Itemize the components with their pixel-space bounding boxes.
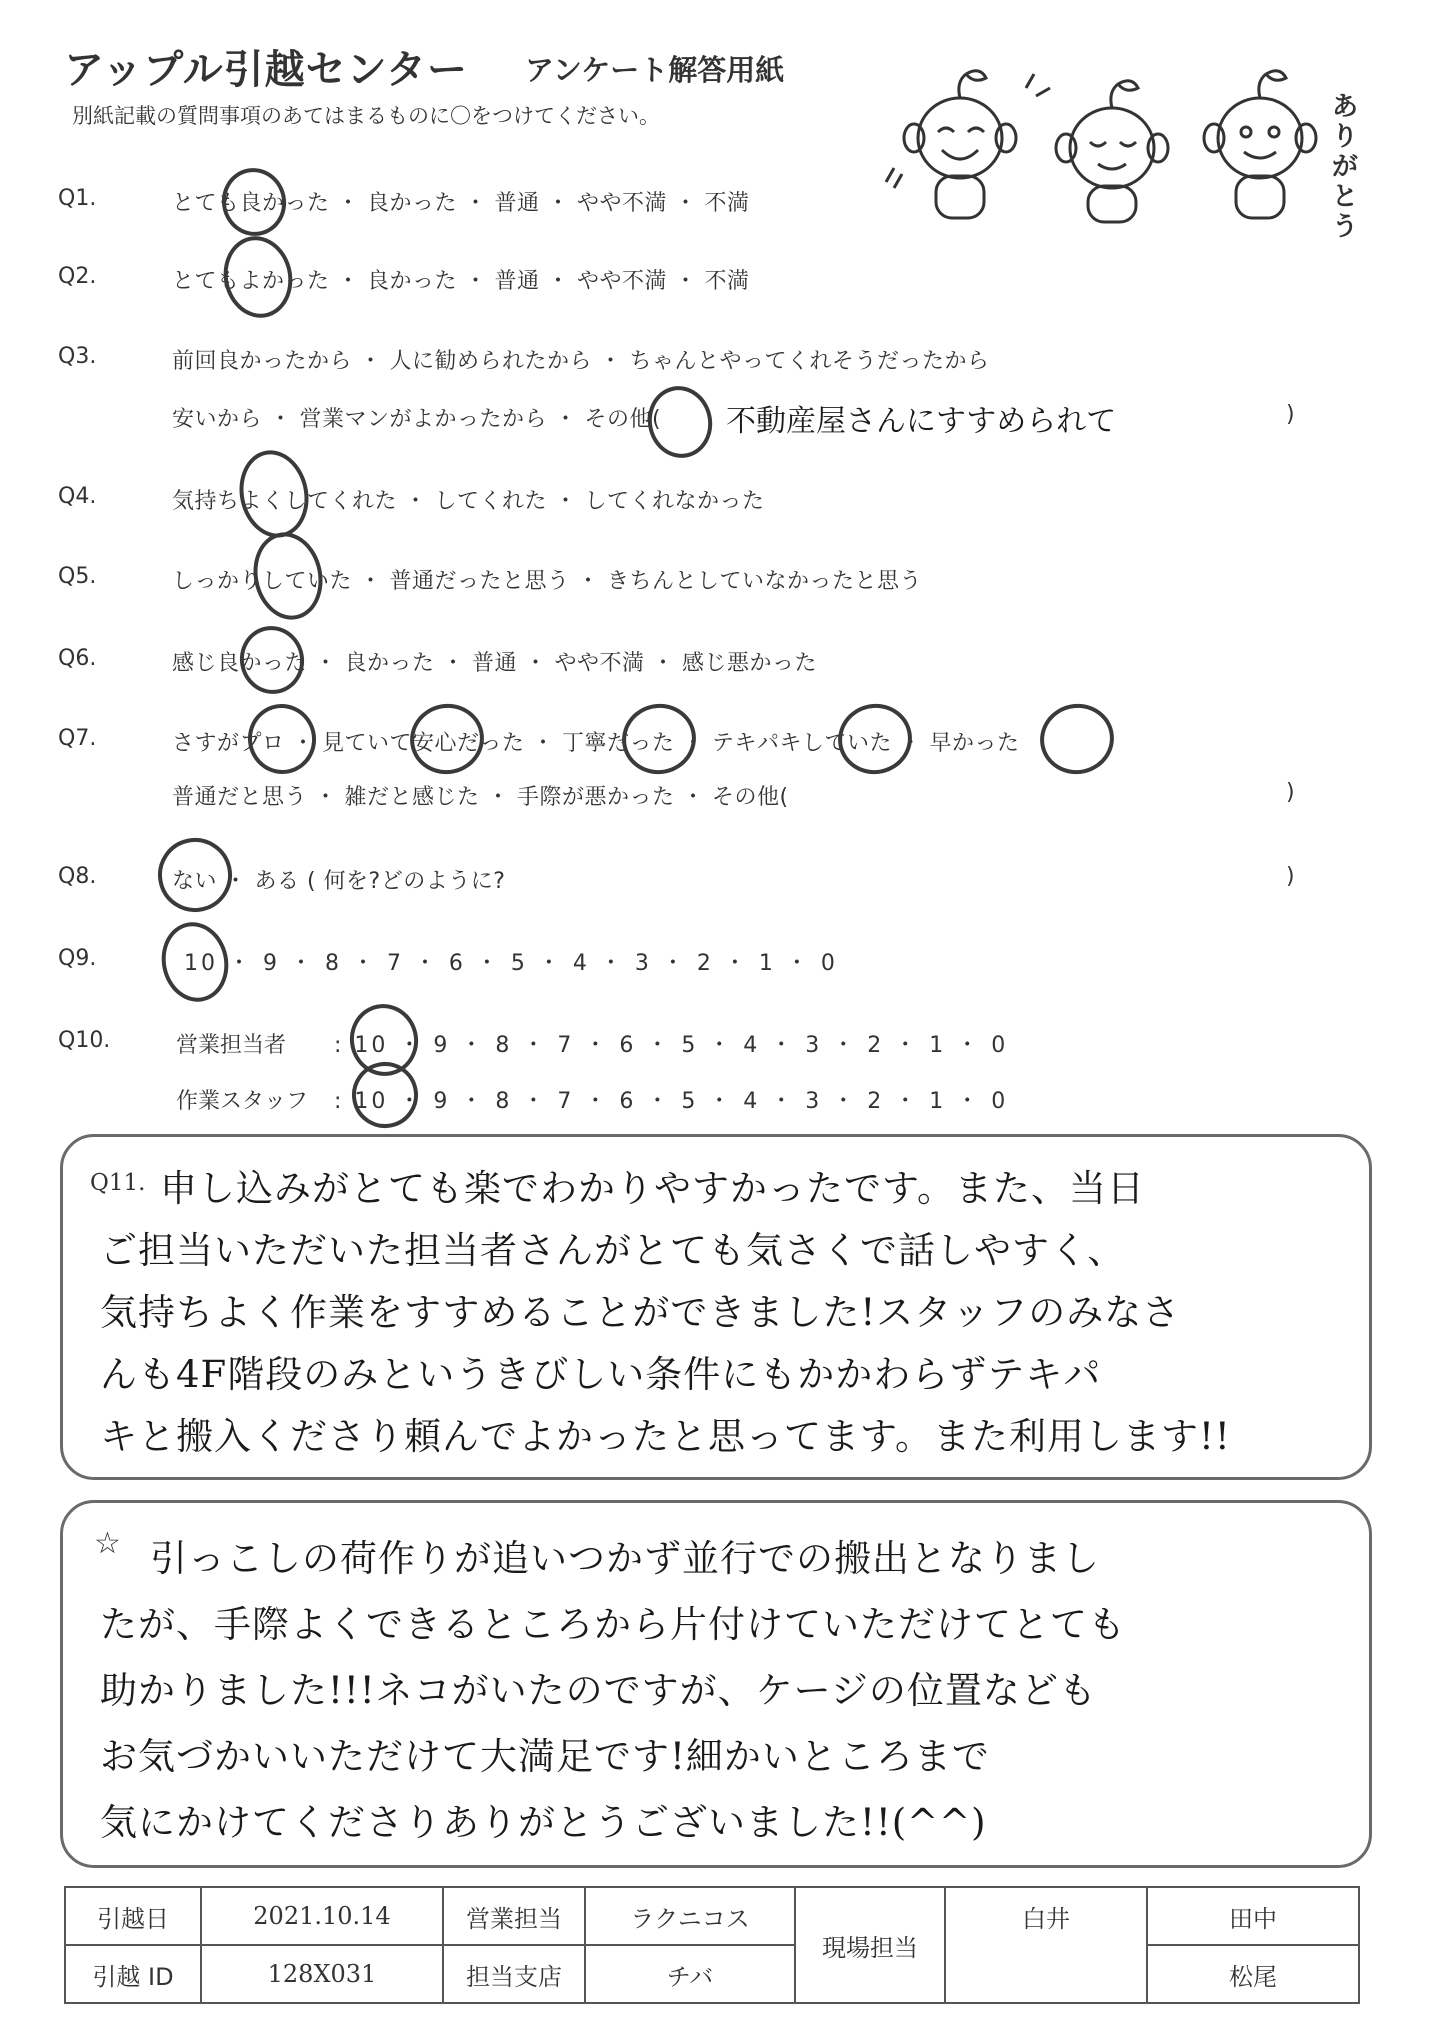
q6-options: 感じ良かった ・ 良かった ・ 普通 ・ やや不満 ・ 感じ悪かった [172, 651, 817, 676]
move-date-label: 引越日 [65, 1887, 201, 1945]
sales-staff-value: ラクニコス [585, 1887, 795, 1945]
q6-number: Q6. [58, 646, 97, 671]
star-comment-line-3: 助かりました!!!ネコがいたのですが、ケージの位置なども [100, 1669, 1097, 1712]
branch-value: チバ [585, 1945, 795, 2003]
q4-number: Q4. [58, 484, 97, 509]
move-date-value: 2021.10.14 [201, 1887, 443, 1945]
q4-options: 気持ちよくしてくれた ・ してくれた ・ してくれなかった [172, 489, 765, 514]
q1-number: Q1. [58, 186, 97, 211]
site-staff-empty-cell [945, 1945, 1147, 2003]
branch-label: 担当支店 [443, 1945, 585, 2003]
monkey-mascots-illustration [880, 48, 1340, 228]
q11-line-2: ご担当いただいた担当者さんがとても気さくで話しやすく、 [100, 1229, 1126, 1272]
move-id-value: 128X031 [201, 1945, 443, 2003]
q11-label: Q11. [90, 1170, 146, 1196]
q7-options-line2: 普通だと思う ・ 雑だと感じた ・ 手際が悪かった ・ その他( [172, 785, 789, 810]
q7-options-line1: さすがプロ ・ 見ていて安心だった ・ 丁寧だった ・ テキパキしていた ・ 早かった [172, 731, 1020, 756]
q11-line-3: 気持ちよく作業をすすめることができました!スタッフのみなさ [100, 1291, 1181, 1334]
sales-staff-label: 営業担当 [443, 1887, 585, 1945]
q11-line-1: 申し込みがとても楽でわかりやすかったです。また、当日 [160, 1167, 1146, 1210]
answer-mark-q7-d [832, 697, 919, 781]
star-comment-line-4: お気づかいいただけて大満足です!細かいところまで [100, 1735, 990, 1778]
answer-mark-q7-a [241, 698, 322, 781]
q7-close-paren: ) [1286, 780, 1295, 805]
company-title: アップル引越センター [64, 47, 468, 93]
q5-number: Q5. [58, 564, 97, 589]
answer-mark-q4 [232, 444, 317, 544]
q10-staff-label: 作業スタッフ [176, 1089, 309, 1114]
q3-other-handwritten: 不動産屋さんにすすめられて [726, 404, 1117, 439]
q10-staff-scale: : 10 ・ 9 ・ 8 ・ 7 ・ 6 ・ 5 ・ 4 ・ 3 ・ 2 ・ 1 ・ 0 [334, 1089, 1009, 1114]
q9-number: Q9. [58, 946, 97, 971]
q3-number: Q3. [58, 344, 97, 369]
q11-line-5: キと搬入くださり頼んでよかったと思ってます。また利用します!! [100, 1415, 1231, 1458]
site-staff-label: 現場担当 [795, 1887, 945, 2003]
answer-mark-q7-b [404, 697, 491, 781]
answer-mark-q2 [216, 230, 300, 324]
q2-number: Q2. [58, 264, 97, 289]
q3-options-line1: 前回良かったから ・ 人に勧められたから ・ ちゃんとやってくれそうだったから [172, 349, 990, 374]
q9-scale: 10 ・ 9 ・ 8 ・ 7 ・ 6 ・ 5 ・ 4 ・ 3 ・ 2 ・ 1 ・ 0 [184, 951, 838, 976]
answer-mark-q6 [234, 620, 311, 700]
answer-mark-q5 [246, 526, 331, 626]
thanks-vertical-text: ありがとう [1332, 92, 1359, 242]
move-id-label: 引越 ID [65, 1945, 201, 2003]
answer-mark-q1 [216, 162, 293, 242]
q11-line-4: んも4F階段のみというきびしい条件にもかかわらずテキパ [100, 1353, 1102, 1396]
answer-mark-q7-c [616, 697, 703, 781]
star-icon: ☆ [94, 1526, 121, 1561]
q10-sales-label: 営業担当者 [176, 1033, 287, 1058]
star-comment-line-2: たが、手際よくできるところから片付けていただけてとても [100, 1603, 1126, 1646]
answer-mark-q9 [154, 916, 235, 1008]
q1-options: とても良かった ・ 良かった ・ 普通 ・ やや不満 ・ 不満 [172, 191, 750, 216]
answer-mark-q10-staff [346, 1056, 424, 1134]
instruction-text: 別紙記載の質問事項のあてはまるものに〇をつけてください。 [72, 104, 660, 128]
site-staff-3: 松尾 [1147, 1945, 1359, 2003]
q10-sales-scale: : 10 ・ 9 ・ 8 ・ 7 ・ 6 ・ 5 ・ 4 ・ 3 ・ 2 ・ 1 ・ 0 [334, 1033, 1009, 1058]
q8-close-paren: ) [1286, 864, 1295, 889]
q3-close-paren: ) [1286, 402, 1295, 427]
moving-info-table [64, 1886, 1360, 2004]
answer-mark-q3 [641, 380, 719, 464]
star-comment-line-5: 気にかけてくださりありがとうございました!!(^^) [100, 1801, 987, 1844]
q10-number: Q10. [58, 1028, 111, 1053]
site-staff-1: 白井 [945, 1887, 1147, 1945]
answer-mark-q8 [151, 831, 239, 919]
form-title: アンケート解答用紙 [525, 53, 785, 87]
q8-options: ない ・ ある ( 何を?どのように? [172, 869, 506, 894]
q5-options: しっかりしていた ・ 普通だったと思う ・ きちんとしていなかったと思う [172, 569, 922, 594]
site-staff-2: 田中 [1147, 1887, 1359, 1945]
star-comment-line-1: 引っこしの荷作りが追いつかず並行での搬出となりまし [150, 1537, 1100, 1580]
q3-options-line2: 安いから ・ 営業マンがよかったから ・ その他( [172, 407, 662, 432]
q2-options: とてもよかった ・ 良かった ・ 普通 ・ やや不満 ・ 不満 [172, 269, 750, 294]
q7-number: Q7. [58, 726, 97, 751]
answer-mark-q7-e [1034, 697, 1121, 781]
q8-number: Q8. [58, 864, 97, 889]
